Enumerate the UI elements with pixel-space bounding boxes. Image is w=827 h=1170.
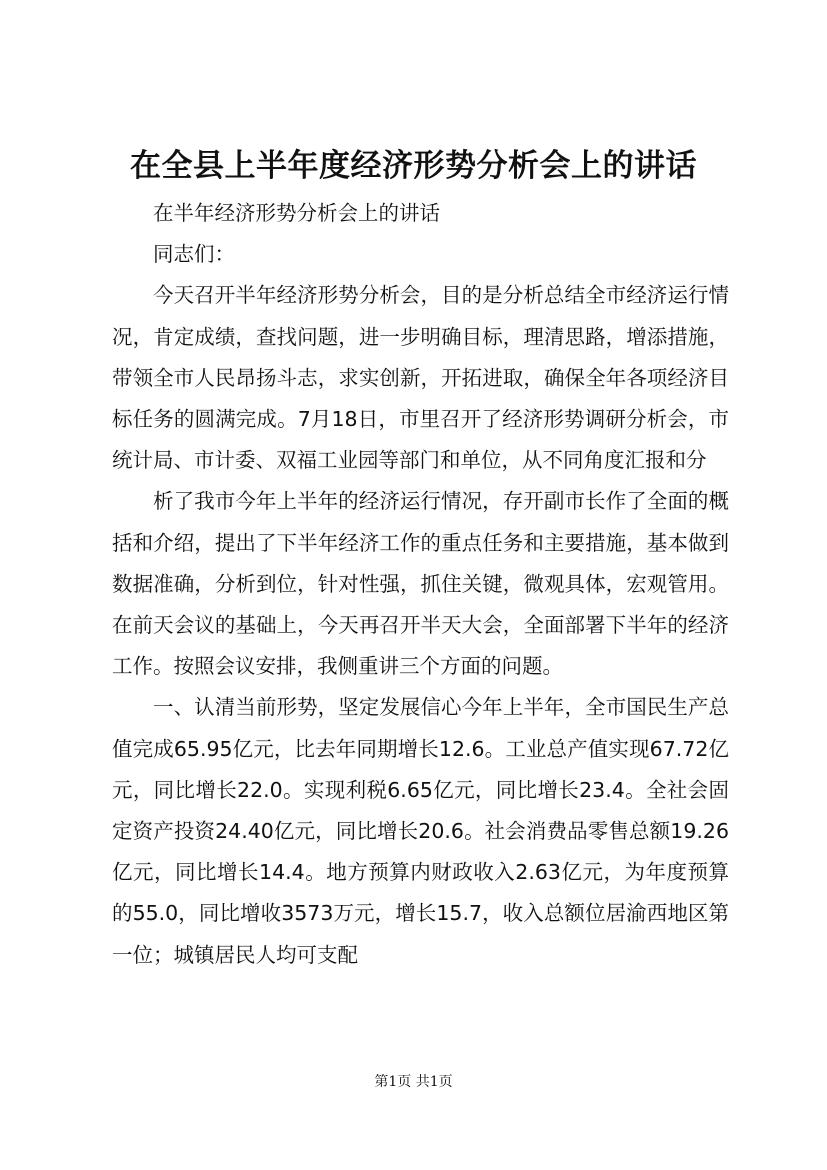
document-body (112, 193, 729, 976)
paragraph-1: 今天召开半年经济形势分析会，目的是分析总结全市经济运行情况，肯定成绩，查找问题，进一步明确目标，理清思路，增添措施，带领全市人民昂扬斗志，求实创新，开拓进取，确保全年各项经济目标任务的圆满完成。7月18日，市里召开了经济形势调研分析会，市统计局、市计委、双福工业园等部门和单位，从不同角度汇报和分 (112, 283, 729, 473)
paragraph-3: 一、认清当前形势，坚定发展信心今年上半年，全市国民生产总值完成65.95亿元，比去年同期增长12.6。工业总产值实现67.72亿元，同比增长22.0。实现利税6.65亿元，同比增长23.4。全社会固定资产投资24.40亿元，同比增长20.6。社会消费品零售总额19.26亿元，同比增长14.4。地方预算内财政收入2.63亿元，为年度预算的55.0，同比增收3573万元，增长15.7，收入总额位居渝西地区第一位；城镇居民人均可支配 (112, 695, 729, 967)
paragraph-2: 析了我市今年上半年的经济运行情况，存开副市长作了全面的概括和介绍，提出了下半年经济工作的重点任务和主要措施，基本做到数据准确，分析到位，针对性强，抓住关键，微观具体，宏观管用。在前天会议的基础上，今天再召开半天大会，全面部署下半年的经济工作。按照会议安排，我侧重讲三个方面的问题。 (112, 489, 729, 679)
greeting: 同志们： (153, 242, 235, 267)
document-subtitle: 在半年经济形势分析会上的讲话 (153, 201, 440, 225)
document-title: 在全县上半年度经济形势分析会上的讲话 (130, 148, 697, 184)
page-footer: 第1页 共1页 (374, 1074, 453, 1090)
